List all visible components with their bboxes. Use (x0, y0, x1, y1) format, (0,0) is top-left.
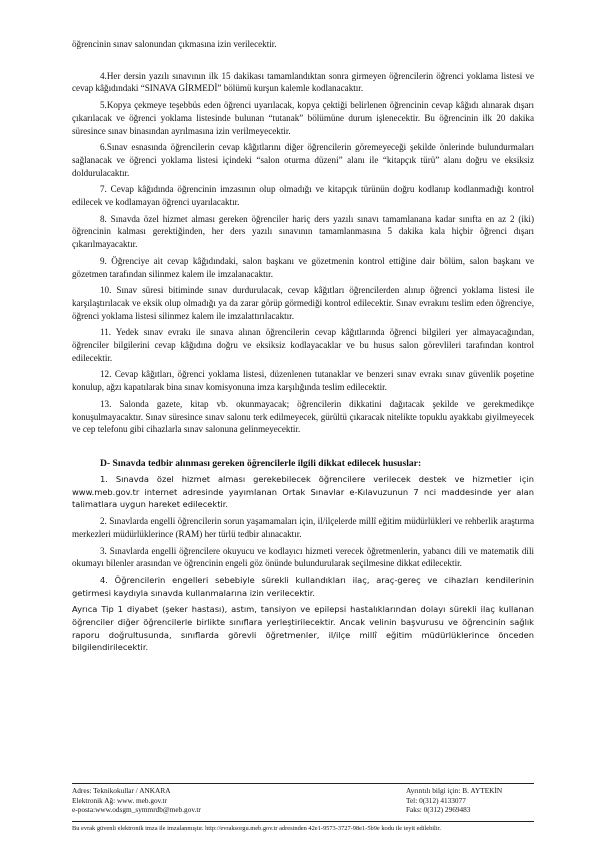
footer-fax: Faks: 0(312) 2969483 (406, 805, 471, 815)
section-d-item-1: 1. Sınavda özel hizmet alması gerekebilecek öğrencilere verilecek destek ve hizmetler için www.meb.gov.tr internet adresinde yayımlanan Ortak Sınavlar e-Kılavuzunun 7 nci maddesinde yer alan talimatlara uygun hareket edilecektir. (72, 473, 534, 510)
section-d-heading: D- Sınavda tedbir alınması gereken öğrencilerle ilgili dikkat edilecek hususlar: (100, 457, 422, 469)
letterhead-footer (72, 783, 534, 815)
paragraph-12: 12. Cevap kâğıtları, öğrenci yoklama listesi, düzenlenen tutanaklar ve benzeri sınav evrakı sınav güvenlik poşetine konulup, ağzı kapatılarak bina sınav komisyonuna imza karşılığında teslim edilecektir. (72, 369, 534, 393)
paragraph-10: 10. Sınav süresi bitiminde sınav durdurulacak, cevap kâğıtları öğrencilerden alınıp öğrenci yoklama listesi ile karşılaştırılacak ve eksik olup olmadığı ya da zarar görüp görmediği kontrol edilecektir. Sınav evrakını teslim eden öğrenciye, öğrenci yoklama listesi silinmez kalem ile imzalattırılacaktır. (72, 285, 534, 321)
paragraph-8: 8. Sınavda özel hizmet alması gereken öğrenciler hariç ders yazılı sınavı tamamlanana kadar sınıfta en az 2 (iki) öğrencinin kalması gerektiğinden, her ders yazılı sınavının tamamlanmasına 5 dakika kala hiçbir öğrenci dışarı çıkarılmayacaktır. (72, 213, 534, 250)
section-d-item-4: 4. Öğrencilerin engelleri sebebiyle sürekli kullandıkları ilaç, araç-gereç ve cihazları kendilerinin getirmesi kaydıyla sınavda kullanmalarına izin verilecektir. (72, 574, 534, 598)
footer-web: Elektronik Ağ: www. meb.gov.tr (72, 795, 168, 805)
paragraph-5: 5.Kopya çekmeye teşebbüs eden öğrenci uyarılacak, kopya çektiği belirlenen öğrencinin cevap kâğıdı alınarak dışarı çıkarılacak ve öğrenci yoklama listesinde bulunan “tutanak” bölümüne durum işlenecektir. Bu öğrencinin ilk 20 dakika süresince sınav binasından ayrılmasına izin verilmeyecektir. (72, 100, 534, 136)
paragraph-6: 6.Sınav esnasında öğrencilerin cevap kâğıtlarını diğer öğrencilerin göremeyeceği şekilde önlerinde bulundurmaları sağlanacak ve öğrenci yoklama listesi içindeki “salon oturma düzeni” alanı ile “kitapçık türü” alanı doğru ve eksiksiz doldurulacaktır. (72, 142, 534, 178)
paragraph-13: 13. Salonda gazete, kitap vb. okunmayacak; öğrencilerin dikkatini dağıtacak şekilde ve gerekmedikçe konuşulmayacaktır. Sınav süresince sınav salonu terk edilmeyecek, gürültü çıkaracak nitelikte topuklu ayakkabı giyilmeyecek ve cep telefonu gibi cihazlarla sınav salonuna gelinmeyecektir. (72, 398, 534, 435)
footer-email: e-posta:www.odsgm_symmrdb@meb.gov.tr (72, 805, 201, 815)
section-d-item-3: 3. Sınavlarda engelli öğrencilere okuyucu ve kodlayıcı hizmeti verecek öğretmenlerin, yabancı dili ve matematik dili okumayı bilenler arasından ve öğrencinin engeli göz önünde bulundurularak seçilmesine dikkat edilecektir. (72, 545, 534, 569)
paragraph-9: 9. Öğrenciye ait cevap kâğıdındaki, salon başkanı ve gözetmenin kontrol ettiğine dair bölüm, salon başkanı ve gözetmen tarafından silinmez kalem ile imzalanacaktır. (72, 255, 534, 279)
footer-tel: Tel: 0(312) 4133077 (406, 795, 466, 805)
section-d-item-2: 2. Sınavlarda engelli öğrencilerin sorun yaşamamaları için, il/ilçelerde millî eğitim müdürlükleri ve rehberlik araştırma merkezleri müdürlüklerince (RAM) her türlü tedbir alınacaktır. (72, 516, 534, 539)
footer-contact: Ayrıntılı bilgi için: B. AYTEKİN (406, 786, 503, 795)
paragraph-7: 7. Cevap kâğıdında öğrencinin imzasının olup olmadığı ve kitapçık türünün doğru kodlanıp kodlanmadığı kontrol edilecek ve kodlamayan öğrenci uyarılacaktır. (72, 184, 534, 208)
paragraph-11: 11. Yedek sınav evrakı ile sınava alınan öğrencilerin cevap kâğıtlarında öğrenci bilgileri yer almayacağından, öğrenciler bilgilerini cevap kâğıdına doğru ve eksiksiz kodlayacaklar ve bu husus salon görevlileri tarafından kontrol edilecektir. (72, 327, 534, 363)
e-signature-verification: Bu evrak güvenli elektronik imza ile imzalanmıştır. http://evraksorgu.meb.gov.tr adresinden 42e1-9573-3727-98e1-5b9e kodu ile teyit edilebilir. (72, 821, 534, 833)
paragraph-continuation: öğrencinin sınav salonundan çıkmasına izin verilecektir. (72, 39, 277, 49)
section-d-note: Ayrıca Tip 1 diyabet (şeker hastası), astım, tansiyon ve epilepsi hastalıklarından dolayı sürekli ilaç kullanan öğrenciler diğer öğrencilerle birlikte sınıflara yerleştirilecektir. Ancak velinin başvurusu ve öğrencinin sağlık raporu doğrultusunda, sınıflarda görevli öğretmenler, il/ilçe millî eğitim müdürlüklerince önceden bilgilendirilecektir. (72, 604, 534, 653)
paragraph-4: 4.Her dersin yazılı sınavının ilk 15 dakikası tamamlandıktan sonra girmeyen öğrencilerin öğrenci yoklama listesi ve cevap kâğıdındaki “SINAVA GİRMEDİ” bölümü kurşun kalemle kodlanacaktır. (72, 70, 534, 94)
document-body (72, 38, 534, 658)
footer-address: Adres: Teknikokullar / ANKARA (72, 786, 171, 795)
